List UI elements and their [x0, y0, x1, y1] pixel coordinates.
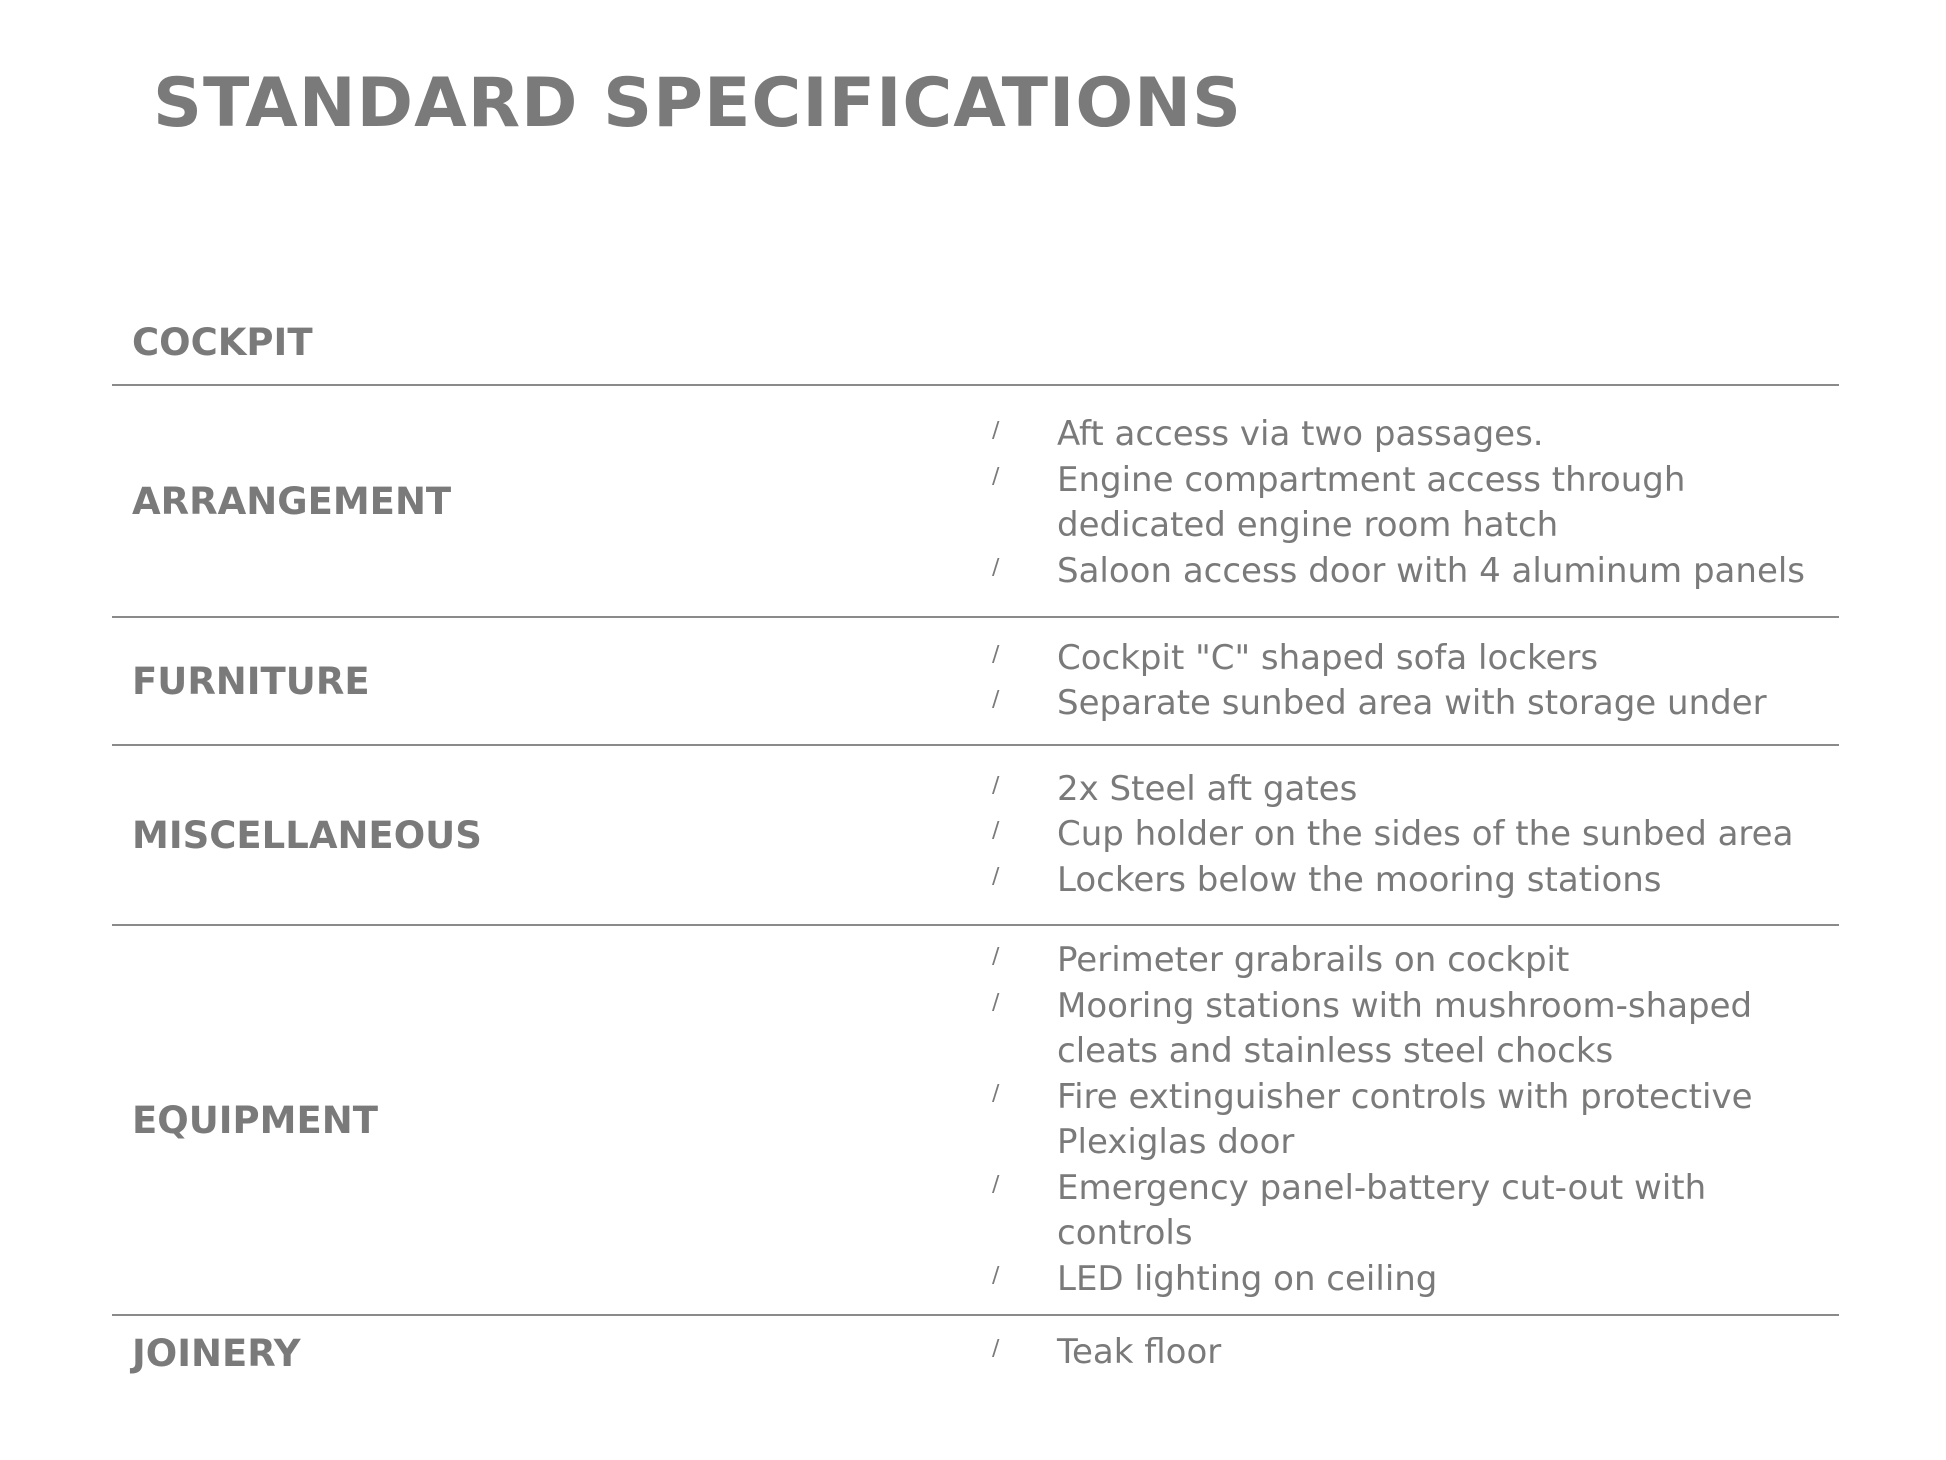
item-list: [992, 1330, 1839, 1376]
item-text: Perimeter grabrails on cockpit: [1057, 940, 1570, 980]
item-text: Lockers below the mooring stations: [1057, 859, 1662, 900]
item-list: [992, 412, 1839, 594]
item-text: Mooring stations with mushroom-shaped cleats and stainless steel chocks: [1057, 985, 1753, 1071]
list-item: [992, 1166, 1839, 1257]
list-item: [992, 984, 1757, 1075]
item-list: [992, 636, 1839, 727]
slash-bullet-icon: ∕: [992, 989, 1000, 1015]
row-label: EQUIPMENT: [132, 1098, 378, 1142]
spec-row-furniture: [112, 616, 1839, 744]
slash-bullet-icon: ∕: [992, 641, 1000, 667]
list-item: [992, 858, 1839, 904]
row-label: JOINERY: [132, 1331, 301, 1375]
item-list: [992, 767, 1839, 904]
slash-bullet-icon: ∕: [992, 1262, 1000, 1288]
list-item: [992, 1257, 1839, 1303]
row-label: ARRANGEMENT: [132, 479, 452, 523]
slash-bullet-icon: ∕: [992, 687, 1000, 712]
spec-row-miscellaneous: [112, 744, 1839, 924]
list-item: [992, 549, 1839, 595]
item-text: Saloon access door with 4 aluminum panels: [1057, 550, 1806, 591]
list-item: [992, 1330, 1839, 1376]
row-label: FURNITURE: [132, 659, 370, 703]
list-item: [992, 812, 1839, 858]
spec-table: [112, 384, 1839, 1390]
slash-bullet-icon: ∕: [992, 772, 1000, 798]
slash-bullet-icon: ∕: [992, 554, 1000, 580]
list-item: [992, 767, 1839, 813]
slash-bullet-icon: ∕: [992, 463, 1000, 489]
slash-bullet-icon: ∕: [992, 418, 1000, 443]
slash-bullet-icon: ∕: [992, 1171, 1000, 1197]
page-title: STANDARD SPECIFICATIONS: [153, 64, 1243, 143]
slash-bullet-icon: ∕: [992, 944, 1000, 969]
slash-bullet-icon: ∕: [992, 863, 1000, 889]
spec-row-arrangement: [112, 384, 1839, 616]
item-text: Engine compartment access through dedicated engine room hatch: [1057, 459, 1686, 545]
list-item: [992, 458, 1697, 549]
item-list: [992, 938, 1839, 1302]
item-text: Emergency panel-battery cut-out with controls: [1057, 1167, 1707, 1253]
item-text: Teak floor: [1057, 1332, 1222, 1373]
item-text: Cup holder on the sides of the sunbed area: [1057, 814, 1794, 855]
list-item: [992, 1075, 1757, 1166]
section-heading: COCKPIT: [132, 321, 313, 364]
item-text: LED lighting on ceiling: [1057, 1258, 1438, 1299]
spec-row-joinery: [112, 1314, 1839, 1390]
item-text: Cockpit "C" shaped sofa lockers: [1057, 637, 1599, 678]
item-text: Aft access via two passages.: [1057, 414, 1544, 454]
item-text: Fire extinguisher controls with protective Plexiglas door: [1057, 1076, 1753, 1162]
list-item: [992, 938, 1839, 984]
item-text: 2x Steel aft gates: [1057, 768, 1358, 809]
row-label: MISCELLANEOUS: [132, 813, 482, 857]
list-item: [992, 412, 1697, 458]
list-item: [992, 681, 1839, 727]
slash-bullet-icon: ∕: [992, 818, 1000, 844]
list-item: [992, 636, 1839, 682]
slash-bullet-icon: ∕: [992, 1336, 1000, 1362]
item-text: Separate sunbed area with storage under: [1057, 683, 1767, 723]
spec-row-equipment: [112, 924, 1839, 1314]
slash-bullet-icon: ∕: [992, 1080, 1000, 1106]
